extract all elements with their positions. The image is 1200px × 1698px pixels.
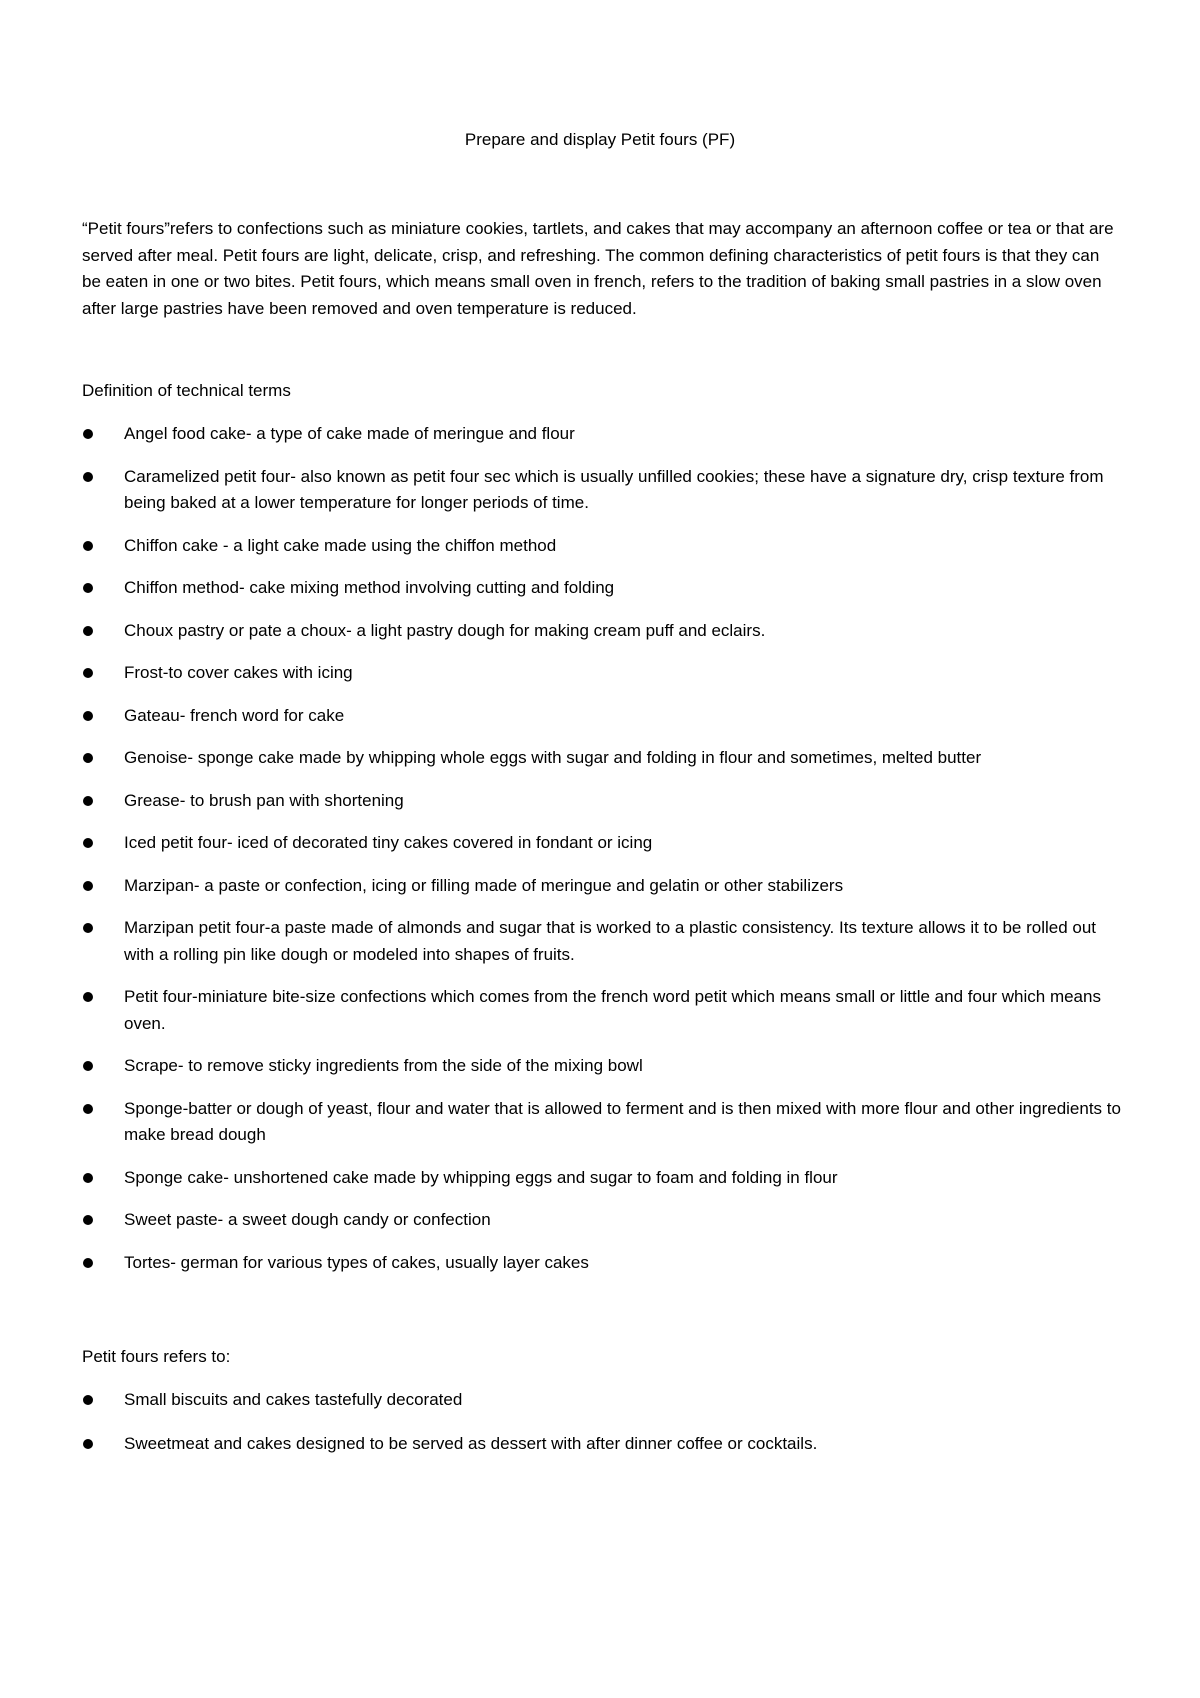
bullet-icon	[83, 583, 93, 593]
definition-text: Caramelized petit four- also known as petit four sec which is usually unfilled cookies; these have a signature dry, crisp texture from being baked at a lower temperature for longer periods of time.	[124, 466, 1104, 512]
bullet-icon	[83, 881, 93, 891]
refers-text: Sweetmeat and cakes designed to be served as dessert with after dinner coffee or cocktails.	[124, 1433, 818, 1453]
definition-text: Iced petit four- iced of decorated tiny cakes covered in fondant or icing	[124, 833, 653, 852]
bullet-icon	[83, 1173, 93, 1183]
bullet-icon	[83, 838, 93, 848]
list-item	[82, 915, 1122, 968]
definition-text: Sponge-batter or dough of yeast, flour and water that is allowed to ferment and is then mixed with more flour and other ingredients to make bread dough	[124, 1098, 1121, 1144]
list-item	[82, 660, 1122, 687]
bullet-icon	[83, 923, 93, 933]
definition-text: Petit four-miniature bite-size confections which comes from the french word petit which means small or little and four which means oven.	[124, 987, 1101, 1033]
bullet-icon	[83, 753, 93, 763]
bullet-icon	[83, 668, 93, 678]
list-item	[82, 533, 1122, 560]
list-item	[82, 464, 1122, 517]
bullet-icon	[83, 1395, 93, 1405]
list-item	[82, 1207, 1122, 1234]
intro-paragraph: “Petit fours”refers to confections such as miniature cookies, tartlets, and cakes that may accompany an afternoon coffee or tea or that are served after meal. Petit fours are light, delicate, crisp, and refreshing. The common defining characteristics of petit fours is that they can be eaten in one or two bites. Petit fours, which means small oven in french, refers to the tradition of baking small pastries in a slow oven after large pastries have been removed and oven temperature is reduced.	[82, 219, 1114, 318]
definitions-heading: Definition of technical terms	[82, 381, 291, 400]
definition-text: Sweet paste- a sweet dough candy or confection	[124, 1210, 491, 1229]
bullet-icon	[83, 626, 93, 636]
list-item	[82, 618, 1122, 645]
refers-heading: Petit fours refers to:	[82, 1347, 231, 1366]
page-title: Prepare and display Petit fours (PF)	[464, 130, 736, 149]
list-item	[82, 575, 1122, 602]
definition-text: Gateau- french word for cake	[124, 705, 345, 725]
bullet-icon	[83, 796, 93, 806]
list-item	[82, 830, 1122, 857]
list-item	[82, 703, 1122, 730]
list-item	[82, 788, 1122, 815]
list-item	[82, 1165, 1122, 1192]
definition-text: Frost-to cover cakes with icing	[124, 663, 353, 682]
bullet-icon	[83, 1061, 93, 1071]
definitions-list	[82, 421, 1122, 1292]
list-item	[82, 1096, 1122, 1149]
list-item	[82, 745, 1122, 772]
definition-text: Choux pastry or pate a choux- a light pastry dough for making cream puff and eclairs.	[124, 620, 766, 640]
list-item	[82, 984, 1122, 1037]
bullet-icon	[83, 992, 93, 1002]
bullet-icon	[83, 541, 93, 551]
bullet-icon	[83, 1258, 93, 1268]
definition-text: Angel food cake- a type of cake made of meringue and flour	[124, 424, 575, 443]
bullet-icon	[83, 429, 93, 439]
definition-text: Marzipan- a paste or confection, icing or filling made of meringue and gelatin or other stabilizers	[124, 875, 844, 895]
list-item	[82, 873, 1122, 900]
bullet-icon	[83, 472, 93, 482]
definition-text: Sponge cake- unshortened cake made by whipping eggs and sugar to foam and folding in flour	[124, 1167, 838, 1187]
definition-text: Genoise- sponge cake made by whipping whole eggs with sugar and folding in flour and sometimes, melted butter	[124, 748, 982, 767]
definition-text: Chiffon cake - a light cake made using the chiffon method	[124, 535, 557, 555]
list-item	[82, 1431, 1122, 1458]
list-item	[82, 1387, 1122, 1414]
list-item	[82, 1053, 1122, 1080]
definition-text: Grease- to brush pan with shortening	[124, 790, 404, 810]
definition-text: Tortes- german for various types of cakes, usually layer cakes	[124, 1252, 589, 1272]
definition-text: Marzipan petit four-a paste made of almonds and sugar that is worked to a plastic consistency. Its texture allows it to be rolled out with a rolling pin like dough or modeled into shapes of fruits.	[124, 918, 1097, 964]
refers-list	[82, 1387, 1122, 1474]
refers-text: Small biscuits and cakes tastefully decorated	[124, 1390, 463, 1409]
definition-text: Chiffon method- cake mixing method involving cutting and folding	[124, 578, 615, 597]
list-item	[82, 421, 1122, 448]
bullet-icon	[83, 711, 93, 721]
list-item	[82, 1250, 1122, 1277]
bullet-icon	[83, 1104, 93, 1114]
bullet-icon	[83, 1215, 93, 1225]
definition-text: Scrape- to remove sticky ingredients from the side of the mixing bowl	[124, 1056, 643, 1075]
bullet-icon	[83, 1439, 93, 1449]
